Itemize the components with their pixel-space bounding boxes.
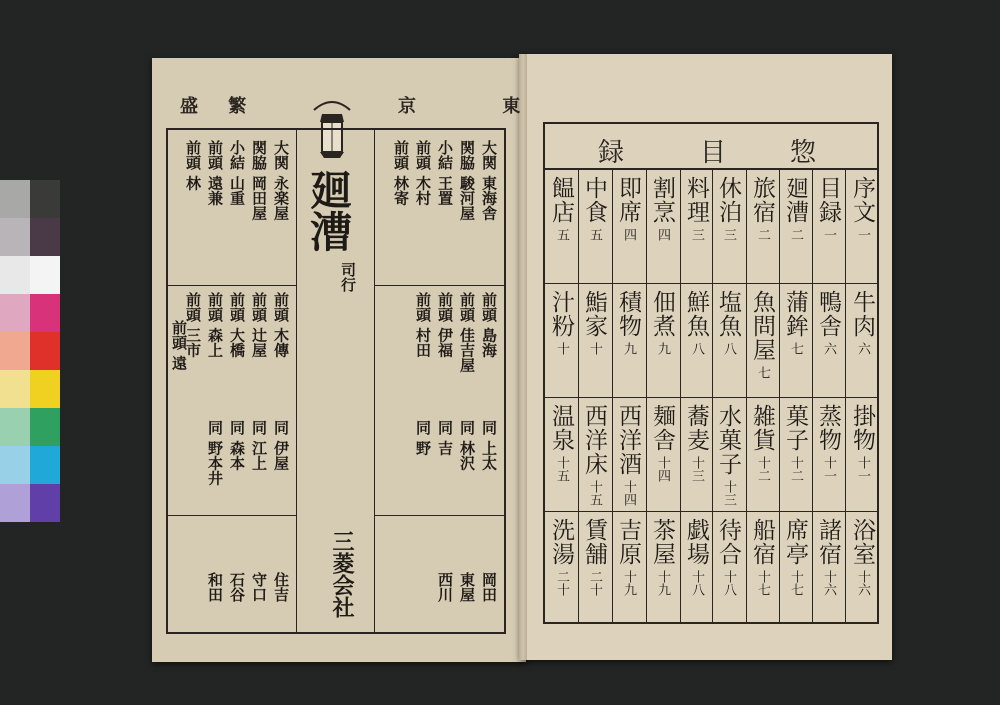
toc-entry-title: 序文 bbox=[849, 176, 875, 224]
toc-entry bbox=[615, 176, 641, 241]
toc-entry bbox=[715, 176, 741, 241]
rank-entry: 石谷 bbox=[228, 572, 246, 602]
toc-entry-title: 料理 bbox=[683, 176, 709, 224]
rank-entry: 前頭 林寄 bbox=[392, 140, 410, 206]
toc-entry bbox=[749, 176, 775, 241]
rank-entry: 前頭 遠 bbox=[170, 320, 188, 371]
toc-entry-page: 十 bbox=[554, 342, 569, 355]
toc-entry-title: 佃煮 bbox=[649, 290, 675, 338]
toc-entry-page: 十六 bbox=[855, 570, 870, 596]
toc-entry-page: 九 bbox=[655, 342, 670, 355]
rank-entry: 同 野本井 bbox=[206, 420, 224, 486]
toc-entry-title: 席亭 bbox=[782, 518, 808, 566]
rank-entry: 和田 bbox=[206, 572, 224, 602]
rank-entry: 前頭 林 bbox=[184, 140, 202, 191]
toc-entry bbox=[749, 290, 775, 379]
toc-entry bbox=[715, 518, 741, 596]
toc-entry-page: 三 bbox=[721, 228, 736, 241]
toc-entry-title: 蕎麦 bbox=[683, 404, 709, 452]
rank-entry: 同 林沢 bbox=[458, 420, 476, 471]
rank-entry: 前頭 辻屋 bbox=[250, 292, 268, 358]
toc-entry bbox=[548, 176, 574, 241]
toc-entry bbox=[615, 290, 641, 355]
rank-entry: 小結 王置 bbox=[436, 140, 454, 206]
toc-entry bbox=[581, 290, 607, 355]
toc-entry bbox=[548, 290, 574, 355]
toc-entry bbox=[715, 290, 741, 355]
toc-entry bbox=[683, 404, 709, 482]
toc-entry-page: 七 bbox=[755, 366, 770, 379]
toc-entry-title: 割烹 bbox=[649, 176, 675, 224]
rank-entry: 前頭 村田 bbox=[414, 292, 432, 358]
banzuke-row-line bbox=[374, 515, 506, 516]
toc-entry-title: 菓子 bbox=[782, 404, 808, 452]
toc-entry-title: 温泉 bbox=[548, 404, 574, 452]
toc-entry bbox=[683, 290, 709, 355]
rank-entry: 大関 東海舎 bbox=[480, 140, 498, 221]
banzuke-row-line bbox=[374, 285, 506, 286]
swatch bbox=[30, 218, 60, 256]
swatch bbox=[0, 484, 30, 522]
toc-entry-page: 十一 bbox=[821, 456, 836, 482]
toc-row-line bbox=[543, 397, 879, 398]
toc-entry-page: 十九 bbox=[655, 570, 670, 596]
toc-entry-page: 十二 bbox=[788, 456, 803, 482]
toc-entry-page: 十五 bbox=[554, 456, 569, 482]
banzuke-row-line bbox=[166, 515, 296, 516]
toc-entry-title: 汁粉 bbox=[548, 290, 574, 338]
toc-entry-title: 船宿 bbox=[749, 518, 775, 566]
toc-entry bbox=[782, 290, 808, 355]
swatch bbox=[0, 294, 30, 332]
toc-entry-title: 浴室 bbox=[849, 518, 875, 566]
rank-entry: 前頭 三市 bbox=[184, 292, 202, 358]
banzuke-divider bbox=[374, 128, 375, 634]
toc-entry-page: 十七 bbox=[755, 570, 770, 596]
swatch bbox=[30, 370, 60, 408]
toc-entry-title: 麺舎 bbox=[649, 404, 675, 452]
toc-entry-title: 諸宿 bbox=[815, 518, 841, 566]
rank-entry: 小結 山重 bbox=[228, 140, 246, 206]
rank-entry: 前頭 島海 bbox=[480, 292, 498, 358]
toc-entry-page: 五 bbox=[587, 228, 602, 241]
toc-entry-page: 十三 bbox=[689, 456, 704, 482]
toc-entry bbox=[815, 176, 841, 241]
rank-entry: 前頭 遠兼 bbox=[206, 140, 224, 206]
toc-title-char: 目 bbox=[700, 138, 727, 168]
rank-entry: 関脇 岡田屋 bbox=[250, 140, 268, 221]
toc-entry bbox=[815, 518, 841, 596]
swatch bbox=[30, 484, 60, 522]
toc-entry-title: 鴨舎 bbox=[815, 290, 841, 338]
toc-entry-page: 十八 bbox=[721, 570, 736, 596]
toc-row-line bbox=[543, 283, 879, 284]
rank-entry: 住吉 bbox=[272, 572, 290, 602]
toc-entry bbox=[581, 176, 607, 241]
toc-entry-page: 十六 bbox=[821, 570, 836, 596]
toc-entry-page: 八 bbox=[721, 342, 736, 355]
rank-entry: 前頭 伊福 bbox=[436, 292, 454, 358]
banzuke-row-line bbox=[166, 285, 296, 286]
toc-entry bbox=[815, 404, 841, 482]
toc-entry bbox=[649, 176, 675, 241]
rank-entry: 同 吉 bbox=[436, 420, 454, 456]
rank-entry: 前頭 佳吉屋 bbox=[458, 292, 476, 373]
toc-entry-title: 水菓子 bbox=[715, 404, 741, 476]
toc-entry bbox=[581, 404, 607, 506]
toc-entry bbox=[749, 518, 775, 596]
toc-entry-page: 十 bbox=[587, 342, 602, 355]
toc-entry bbox=[649, 404, 675, 482]
toc-entry-page: 十五 bbox=[587, 480, 602, 506]
toc-entry-page: 九 bbox=[621, 342, 636, 355]
toc-entry-title: 目録 bbox=[815, 176, 841, 224]
swatch bbox=[30, 294, 60, 332]
toc-entry-page: 三 bbox=[689, 228, 704, 241]
toc-entry-page: 二 bbox=[788, 228, 803, 241]
rank-entry: 守口 bbox=[250, 572, 268, 602]
toc-entry-title: 洗湯 bbox=[548, 518, 574, 566]
rank-entry: 同 伊屋 bbox=[272, 420, 290, 471]
toc-entry-title: 掛物 bbox=[849, 404, 875, 452]
rank-entry: 前頭 大橋 bbox=[228, 292, 246, 358]
toc-entry-title: 即席 bbox=[615, 176, 641, 224]
toc-entry-title: 戯場 bbox=[683, 518, 709, 566]
toc-entry bbox=[782, 176, 808, 241]
toc-entry-title: 賃舗 bbox=[581, 518, 607, 566]
swatch bbox=[30, 332, 60, 370]
toc-entry-page: 十三 bbox=[721, 480, 736, 506]
book-gutter bbox=[519, 54, 527, 660]
toc-entry-page: 八 bbox=[689, 342, 704, 355]
toc-entry bbox=[615, 518, 641, 596]
toc-entry-page: 十九 bbox=[621, 570, 636, 596]
swatch bbox=[0, 256, 30, 294]
rank-entry: 同 野 bbox=[414, 420, 432, 456]
toc-entry-page: 四 bbox=[655, 228, 670, 241]
toc-entry bbox=[548, 404, 574, 482]
toc-entry-title: 西洋酒 bbox=[615, 404, 641, 476]
swatch bbox=[0, 446, 30, 484]
toc-entry-page: 二十 bbox=[587, 570, 602, 596]
toc-entry-title: 待合 bbox=[715, 518, 741, 566]
toc-entry bbox=[782, 518, 808, 596]
rank-entry: 同 上太 bbox=[480, 420, 498, 471]
toc-entry-page: 十二 bbox=[755, 456, 770, 482]
swatch bbox=[0, 408, 30, 446]
center-title: 廻漕 bbox=[304, 168, 353, 252]
toc-entry-title: 牛肉 bbox=[849, 290, 875, 338]
swatch bbox=[30, 256, 60, 294]
swatch bbox=[0, 180, 30, 218]
toc-entry-title: 魚問屋 bbox=[749, 290, 775, 362]
center-subtitle: 司行 bbox=[339, 262, 357, 292]
toc-entry-title: 雑貨 bbox=[749, 404, 775, 452]
toc-entry bbox=[849, 518, 875, 596]
rank-entry: 同 江上 bbox=[250, 420, 268, 471]
toc-entry bbox=[548, 518, 574, 596]
rank-entry: 前頭 木村 bbox=[414, 140, 432, 206]
toc-entry-page: 六 bbox=[855, 342, 870, 355]
swatch bbox=[30, 180, 60, 218]
toc-entry-page: 十四 bbox=[655, 456, 670, 482]
toc-entry-page: 十七 bbox=[788, 570, 803, 596]
toc-row-line bbox=[543, 511, 879, 512]
toc-entry-title: 休泊 bbox=[715, 176, 741, 224]
toc-entry-title: 廻漕 bbox=[782, 176, 808, 224]
toc-entry-page: 一 bbox=[855, 228, 870, 241]
toc-entry-page: 二 bbox=[755, 228, 770, 241]
toc-entry-title: 西洋床 bbox=[581, 404, 607, 476]
toc-entry-page: 七 bbox=[788, 342, 803, 355]
toc-title-char: 惣 bbox=[790, 138, 817, 168]
toc-entry bbox=[615, 404, 641, 506]
toc-entry-title: 饂店 bbox=[548, 176, 574, 224]
swatch bbox=[30, 446, 60, 484]
toc-entry-title: 蒸物 bbox=[815, 404, 841, 452]
left-header-right: 京 東 bbox=[398, 96, 561, 117]
toc-entry-page: 六 bbox=[821, 342, 836, 355]
toc-entry bbox=[715, 404, 741, 506]
toc-entry bbox=[849, 176, 875, 241]
rank-entry: 西川 bbox=[436, 572, 454, 602]
toc-entry-title: 茶屋 bbox=[649, 518, 675, 566]
swatch bbox=[0, 370, 30, 408]
toc-entry bbox=[649, 518, 675, 596]
rank-entry: 前頭 森上 bbox=[206, 292, 224, 358]
toc-entry-title: 蒲鉾 bbox=[782, 290, 808, 338]
toc-entry bbox=[649, 290, 675, 355]
swatch bbox=[30, 408, 60, 446]
toc-entry bbox=[849, 290, 875, 355]
toc-entry-title: 鮮魚 bbox=[683, 290, 709, 338]
toc-entry-page: 十一 bbox=[855, 456, 870, 482]
toc-entry-title: 鮨家 bbox=[581, 290, 607, 338]
toc-entry bbox=[849, 404, 875, 482]
toc-entry-page: 四 bbox=[621, 228, 636, 241]
swatch bbox=[0, 218, 30, 256]
toc-entry-title: 塩魚 bbox=[715, 290, 741, 338]
toc-entry-title: 吉原 bbox=[615, 518, 641, 566]
toc-entry-title: 中食 bbox=[581, 176, 607, 224]
toc-entry-page: 五 bbox=[554, 228, 569, 241]
center-bottom-name: 三菱会社 bbox=[329, 530, 355, 618]
toc-entry bbox=[683, 176, 709, 241]
toc-entry bbox=[815, 290, 841, 355]
rank-entry: 前頭 木傳 bbox=[272, 292, 290, 358]
toc-entry bbox=[581, 518, 607, 596]
toc-entry bbox=[683, 518, 709, 596]
rank-entry: 大関 永楽屋 bbox=[272, 140, 290, 221]
toc-entry-title: 積物 bbox=[615, 290, 641, 338]
swatch bbox=[0, 332, 30, 370]
toc-entry bbox=[782, 404, 808, 482]
toc-entry-title: 旅宿 bbox=[749, 176, 775, 224]
color-calibration-strip bbox=[0, 180, 60, 524]
rank-entry: 同 森本 bbox=[228, 420, 246, 471]
toc-title-char: 録 bbox=[598, 138, 625, 168]
toc-entry-page: 十八 bbox=[689, 570, 704, 596]
toc-entry-page: 一 bbox=[821, 228, 836, 241]
left-header-left: 盛 繁 bbox=[180, 96, 259, 117]
banzuke-divider bbox=[296, 128, 297, 634]
rank-entry: 関脇 駿河屋 bbox=[458, 140, 476, 221]
toc-entry-page: 二十 bbox=[554, 570, 569, 596]
toc-entry-page: 十四 bbox=[621, 480, 636, 506]
rank-entry: 岡田 bbox=[480, 572, 498, 602]
rank-entry: 東屋 bbox=[458, 572, 476, 602]
toc-entry bbox=[749, 404, 775, 482]
